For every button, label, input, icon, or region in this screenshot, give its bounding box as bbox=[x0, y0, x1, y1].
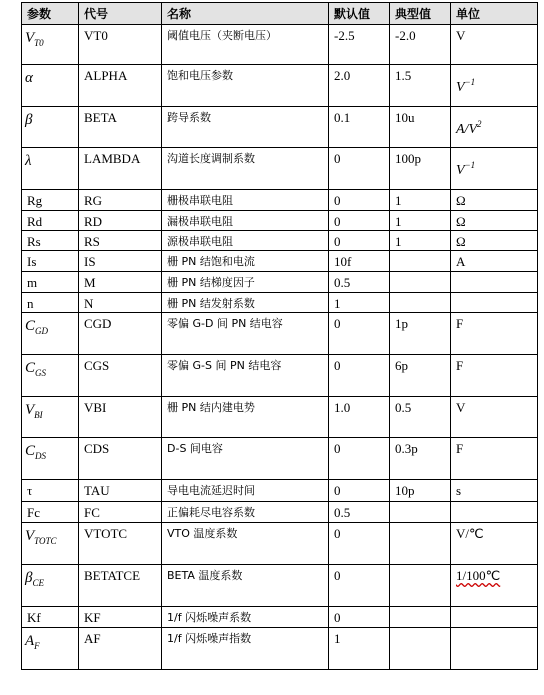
header-code: 代号 bbox=[79, 3, 162, 25]
table-row bbox=[22, 523, 538, 565]
unit-text: V bbox=[456, 28, 466, 43]
cell-symbol bbox=[22, 355, 79, 397]
header-default: 默认值 bbox=[329, 3, 390, 25]
cell-unit bbox=[451, 148, 538, 190]
unit-text: V bbox=[456, 80, 465, 95]
cell-default: 0 bbox=[329, 355, 390, 397]
symbol-text: V bbox=[25, 402, 35, 418]
cell-typical: 1.5 bbox=[390, 65, 451, 107]
symbol-subscript: GD bbox=[35, 326, 49, 336]
cell-name: VTO 温度系数 bbox=[162, 523, 329, 565]
cell-code: FC bbox=[79, 502, 162, 523]
cell-typical bbox=[390, 272, 451, 293]
cell-unit bbox=[451, 251, 538, 272]
cell-unit bbox=[451, 397, 538, 438]
cell-name: 栅 PN 结发射系数 bbox=[162, 293, 329, 313]
cell-symbol bbox=[22, 480, 79, 502]
cell-name: 源极串联电阻 bbox=[162, 231, 329, 251]
cell-name: 栅 PN 结内建电势 bbox=[162, 397, 329, 438]
cell-unit bbox=[451, 293, 538, 313]
unit-text: V bbox=[456, 400, 466, 415]
cell-symbol bbox=[22, 293, 79, 313]
cell-symbol bbox=[22, 107, 79, 148]
cell-name: D-S 间电容 bbox=[162, 438, 329, 480]
symbol-text: C bbox=[25, 443, 36, 459]
unit-text: Ω bbox=[456, 214, 466, 229]
cell-typical: 1 bbox=[390, 231, 451, 251]
cell-symbol bbox=[22, 438, 79, 480]
table-row bbox=[22, 272, 538, 293]
cell-unit bbox=[451, 480, 538, 502]
cell-default: 0 bbox=[329, 480, 390, 502]
table-row bbox=[22, 313, 538, 355]
cell-code: KF bbox=[79, 607, 162, 628]
cell-typical bbox=[390, 502, 451, 523]
symbol-text: λ bbox=[25, 153, 32, 169]
cell-default: 0.1 bbox=[329, 107, 390, 148]
symbol-subscript: DS bbox=[35, 451, 47, 461]
cell-name: 阈值电压（夹断电压） bbox=[162, 25, 329, 65]
cell-name: 导电电流延迟时间 bbox=[162, 480, 329, 502]
cell-symbol bbox=[22, 628, 79, 670]
table-row bbox=[22, 190, 538, 211]
cell-unit bbox=[451, 628, 538, 670]
cell-code: CDS bbox=[79, 438, 162, 480]
cell-symbol bbox=[22, 211, 79, 231]
unit-text: V/℃ bbox=[456, 526, 484, 541]
cell-typical: -2.0 bbox=[390, 25, 451, 65]
parameter-table bbox=[21, 2, 538, 670]
unit-text: Ω bbox=[456, 193, 466, 208]
table-row bbox=[22, 231, 538, 251]
cell-default: 1.0 bbox=[329, 397, 390, 438]
cell-code: AF bbox=[79, 628, 162, 670]
cell-name: 栅 PN 结梯度因子 bbox=[162, 272, 329, 293]
symbol-text: V bbox=[25, 528, 35, 544]
unit-text: V bbox=[456, 163, 465, 178]
cell-typical bbox=[390, 628, 451, 670]
cell-unit bbox=[451, 65, 538, 107]
cell-code: ALPHA bbox=[79, 65, 162, 107]
symbol-text: n bbox=[27, 296, 34, 311]
cell-default: 0.5 bbox=[329, 272, 390, 293]
cell-default: 0 bbox=[329, 438, 390, 480]
cell-default: 0 bbox=[329, 190, 390, 211]
cell-code: RS bbox=[79, 231, 162, 251]
cell-default: 1 bbox=[329, 293, 390, 313]
cell-symbol bbox=[22, 313, 79, 355]
cell-typical: 0.5 bbox=[390, 397, 451, 438]
cell-code: IS bbox=[79, 251, 162, 272]
cell-default: 0 bbox=[329, 211, 390, 231]
cell-name: 1/f 闪烁噪声系数 bbox=[162, 607, 329, 628]
symbol-text: A bbox=[25, 633, 35, 649]
cell-typical bbox=[390, 607, 451, 628]
symbol-subscript: TOTC bbox=[34, 536, 57, 546]
cell-default: 0 bbox=[329, 313, 390, 355]
table-row bbox=[22, 480, 538, 502]
table-row bbox=[22, 251, 538, 272]
cell-default: 2.0 bbox=[329, 65, 390, 107]
cell-symbol bbox=[22, 25, 79, 65]
header-param: 参数 bbox=[22, 3, 79, 25]
symbol-text: τ bbox=[27, 483, 33, 498]
symbol-subscript: BI bbox=[34, 410, 43, 420]
cell-name: BETA 温度系数 bbox=[162, 565, 329, 607]
table-row bbox=[22, 502, 538, 523]
cell-code: BETATCE bbox=[79, 565, 162, 607]
cell-symbol bbox=[22, 397, 79, 438]
cell-symbol bbox=[22, 148, 79, 190]
cell-typical bbox=[390, 565, 451, 607]
cell-unit bbox=[451, 355, 538, 397]
cell-code: RD bbox=[79, 211, 162, 231]
unit-superscript: −1 bbox=[464, 77, 476, 87]
table-row bbox=[22, 355, 538, 397]
cell-unit bbox=[451, 272, 538, 293]
header-typical: 典型值 bbox=[390, 3, 451, 25]
cell-default: 10f bbox=[329, 251, 390, 272]
cell-default: 0 bbox=[329, 607, 390, 628]
cell-symbol bbox=[22, 65, 79, 107]
symbol-subscript: F bbox=[34, 641, 40, 651]
table-row bbox=[22, 607, 538, 628]
symbol-text: V bbox=[25, 30, 35, 46]
cell-code: VT0 bbox=[79, 25, 162, 65]
parameter-table-container bbox=[21, 2, 537, 687]
cell-unit bbox=[451, 502, 538, 523]
table-row bbox=[22, 211, 538, 231]
cell-unit bbox=[451, 211, 538, 231]
symbol-text: Rs bbox=[27, 234, 41, 249]
cell-default: 0 bbox=[329, 148, 390, 190]
cell-unit bbox=[451, 565, 538, 607]
table-row bbox=[22, 565, 538, 607]
symbol-subscript: T0 bbox=[34, 38, 44, 48]
cell-name: 漏极串联电阻 bbox=[162, 211, 329, 231]
symbol-text: α bbox=[25, 70, 33, 86]
cell-name: 饱和电压参数 bbox=[162, 65, 329, 107]
symbol-text: Is bbox=[27, 254, 37, 269]
unit-text: A/V bbox=[456, 122, 477, 137]
cell-unit bbox=[451, 438, 538, 480]
unit-text: F bbox=[456, 316, 464, 331]
table-body bbox=[22, 25, 538, 670]
cell-typical: 1 bbox=[390, 190, 451, 211]
cell-typical bbox=[390, 523, 451, 565]
unit-text: Ω bbox=[456, 234, 466, 249]
cell-unit bbox=[451, 523, 538, 565]
unit-superscript: 2 bbox=[477, 119, 482, 129]
cell-default: 0 bbox=[329, 231, 390, 251]
cell-code: N bbox=[79, 293, 162, 313]
unit-superscript: −1 bbox=[464, 160, 476, 170]
cell-unit bbox=[451, 25, 538, 65]
symbol-text: Kf bbox=[27, 610, 41, 625]
cell-default: -2.5 bbox=[329, 25, 390, 65]
cell-default: 0 bbox=[329, 565, 390, 607]
symbol-text: β bbox=[25, 570, 33, 586]
cell-symbol bbox=[22, 502, 79, 523]
cell-symbol bbox=[22, 565, 79, 607]
cell-code: CGD bbox=[79, 313, 162, 355]
cell-code: M bbox=[79, 272, 162, 293]
cell-typical: 100p bbox=[390, 148, 451, 190]
cell-code: LAMBDA bbox=[79, 148, 162, 190]
cell-unit bbox=[451, 231, 538, 251]
cell-unit bbox=[451, 607, 538, 628]
symbol-text: m bbox=[27, 275, 38, 290]
cell-unit bbox=[451, 190, 538, 211]
cell-code: VTOTC bbox=[79, 523, 162, 565]
cell-symbol bbox=[22, 272, 79, 293]
cell-code: CGS bbox=[79, 355, 162, 397]
cell-code: BETA bbox=[79, 107, 162, 148]
symbol-text: C bbox=[25, 318, 36, 334]
cell-code: TAU bbox=[79, 480, 162, 502]
cell-name: 零偏 G-D 间 PN 结电容 bbox=[162, 313, 329, 355]
cell-name: 沟道长度调制系数 bbox=[162, 148, 329, 190]
unit-text: A bbox=[456, 254, 466, 269]
symbol-text: Fc bbox=[27, 505, 40, 520]
cell-name: 正偏耗尽电容系数 bbox=[162, 502, 329, 523]
table-row bbox=[22, 397, 538, 438]
cell-default: 1 bbox=[329, 628, 390, 670]
cell-code: RG bbox=[79, 190, 162, 211]
cell-name: 跨导系数 bbox=[162, 107, 329, 148]
cell-typical bbox=[390, 293, 451, 313]
header-name: 名称 bbox=[162, 3, 329, 25]
unit-text: s bbox=[456, 483, 462, 498]
cell-typical: 6p bbox=[390, 355, 451, 397]
cell-default: 0 bbox=[329, 523, 390, 565]
cell-name: 1/f 闪烁噪声指数 bbox=[162, 628, 329, 670]
cell-code: VBI bbox=[79, 397, 162, 438]
cell-symbol bbox=[22, 190, 79, 211]
cell-symbol bbox=[22, 607, 79, 628]
symbol-text: β bbox=[25, 112, 33, 128]
cell-typical: 1p bbox=[390, 313, 451, 355]
cell-default: 0.5 bbox=[329, 502, 390, 523]
symbol-subscript: GS bbox=[35, 368, 47, 378]
header-row bbox=[22, 3, 538, 25]
cell-typical bbox=[390, 251, 451, 272]
table-row bbox=[22, 148, 538, 190]
cell-symbol bbox=[22, 523, 79, 565]
cell-typical: 10p bbox=[390, 480, 451, 502]
symbol-text: Rg bbox=[27, 193, 43, 208]
symbol-text: Rd bbox=[27, 214, 43, 229]
symbol-subscript: CE bbox=[32, 578, 44, 588]
cell-unit bbox=[451, 107, 538, 148]
cell-typical: 1 bbox=[390, 211, 451, 231]
cell-symbol bbox=[22, 251, 79, 272]
cell-symbol bbox=[22, 231, 79, 251]
symbol-text: C bbox=[25, 360, 36, 376]
table-row bbox=[22, 628, 538, 670]
table-row bbox=[22, 107, 538, 148]
cell-typical: 10u bbox=[390, 107, 451, 148]
table-row bbox=[22, 438, 538, 480]
cell-unit bbox=[451, 313, 538, 355]
cell-typical: 0.3p bbox=[390, 438, 451, 480]
table-row bbox=[22, 65, 538, 107]
header-unit: 单位 bbox=[451, 3, 538, 25]
cell-name: 栅 PN 结饱和电流 bbox=[162, 251, 329, 272]
table-row bbox=[22, 293, 538, 313]
unit-text: F bbox=[456, 358, 464, 373]
unit-text: 1/100℃ bbox=[456, 568, 501, 583]
cell-name: 零偏 G-S 间 PN 结电容 bbox=[162, 355, 329, 397]
table-row bbox=[22, 25, 538, 65]
cell-name: 栅极串联电阻 bbox=[162, 190, 329, 211]
unit-text: F bbox=[456, 441, 464, 456]
